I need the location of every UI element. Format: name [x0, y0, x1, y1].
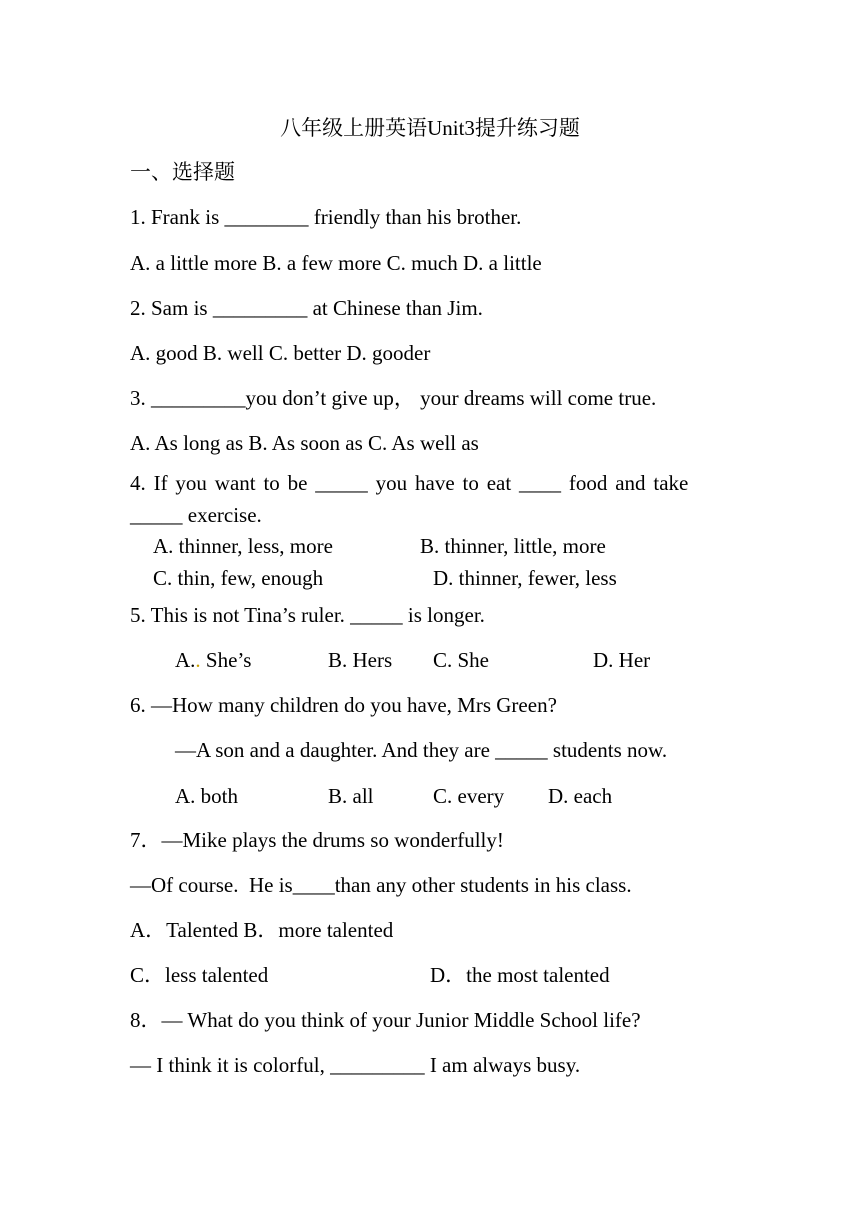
question-3-stem: 3. _________you don’t give up， your dreams will come true.: [130, 386, 657, 410]
question-4-option-d: D. thinner, fewer, less: [433, 566, 617, 590]
question-4-stem-line2: _____ exercise.: [130, 503, 262, 527]
question-5-option-b: B. Hers: [328, 648, 393, 672]
question-4-option-c: C. thin, few, enough: [153, 566, 324, 590]
option-a-mark: .: [195, 648, 201, 672]
question-4-stem-line1: 4. If you want to be _____ you have to eat ____ food and take: [130, 471, 689, 495]
question-7-option-d: D．the most talented: [430, 963, 610, 987]
question-7-reply: —Of course. He is____than any other students in his class.: [130, 873, 632, 897]
question-4-option-b: B. thinner, little, more: [420, 534, 606, 558]
question-2-stem: 2. Sam is _________ at Chinese than Jim.: [130, 296, 483, 320]
question-4-option-a: A. thinner, less, more: [153, 534, 333, 558]
question-8-reply: — I think it is colorful, _________ I am always busy.: [130, 1053, 581, 1077]
question-5-option-a: [175, 648, 251, 672]
question-1-options: A. a little more B. a few more C. much D. a little: [130, 251, 542, 275]
option-a-text: She’s: [200, 648, 252, 672]
section-heading: 一、选择题: [130, 160, 235, 184]
question-1-stem: 1. Frank is ________ friendly than his brother.: [130, 205, 522, 229]
question-6-stem: 6. —How many children do you have, Mrs Green?: [130, 693, 557, 717]
question-5-option-c: C. She: [433, 648, 490, 672]
question-6-option-b: B. all: [328, 784, 374, 808]
question-3-options: A. As long as B. As soon as C. As well as: [130, 431, 479, 455]
option-a-letter: A.: [175, 648, 196, 672]
question-6-option-c: C. every: [433, 784, 505, 808]
question-7-options-ab: A．Talented B．more talented: [130, 918, 394, 942]
question-6-option-a: A. both: [175, 784, 238, 808]
question-5-option-d: D. Her: [593, 648, 651, 672]
question-5-stem: 5. This is not Tina’s ruler. _____ is longer.: [130, 603, 485, 627]
question-7-option-c: C．less talented: [130, 963, 269, 987]
question-7-stem: 7．—Mike plays the drums so wonderfully!: [130, 828, 504, 852]
question-2-options: A. good B. well C. better D. gooder: [130, 341, 431, 365]
page-title: 八年级上册英语Unit3提升练习题: [280, 116, 580, 140]
question-6-option-d: D. each: [548, 784, 613, 808]
question-8-stem: 8．— What do you think of your Junior Middle School life?: [130, 1008, 641, 1032]
question-6-reply: —A son and a daughter. And they are _____ students now.: [175, 738, 668, 762]
